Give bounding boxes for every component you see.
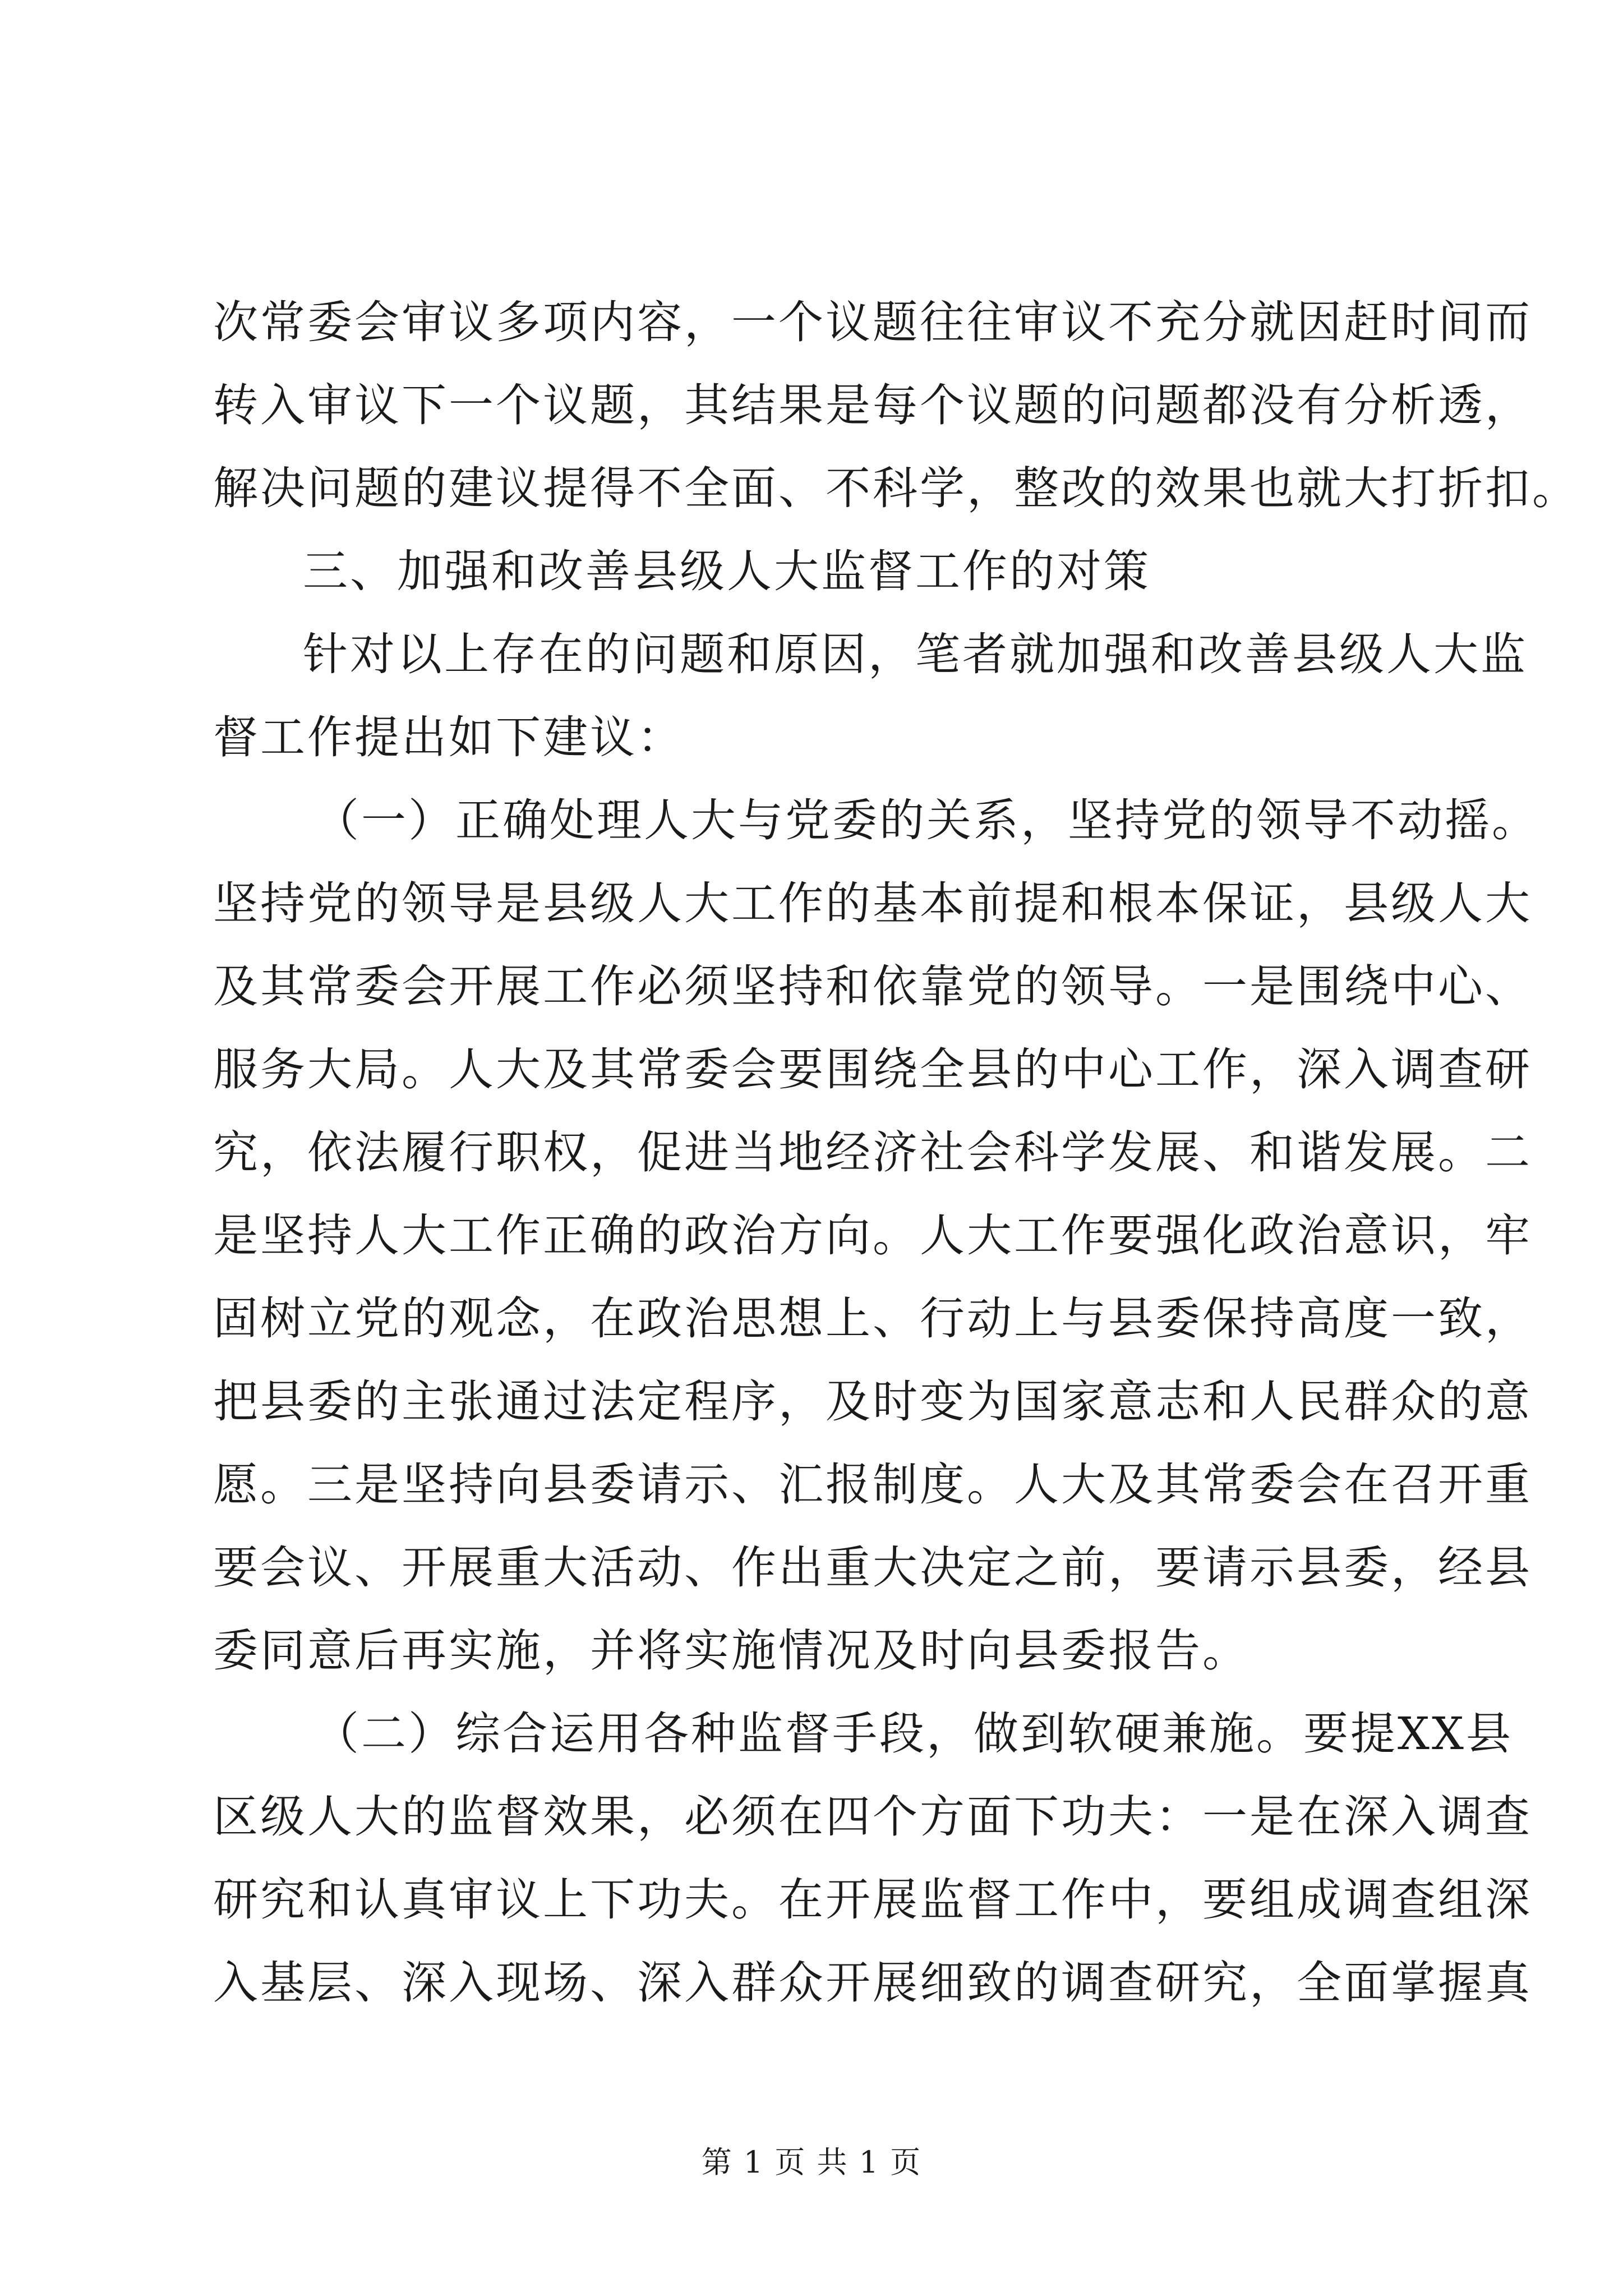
text-line: 究，依法履行职权，促进当地经济社会科学发展、和谐发展。二 bbox=[213, 1126, 1532, 1179]
subsection-heading: （一）正确处理人大与党委的关系，坚持党的领导不动摇。 bbox=[314, 794, 1539, 846]
text-line: 固树立党的观念，在政治思想上、行动上与县委保持高度一致， bbox=[213, 1292, 1532, 1345]
text-line: 入基层、深入现场、深入群众开展细致的调查研究，全面掌握真 bbox=[213, 1957, 1532, 2009]
text-line: 坚持党的领导是县级人大工作的基本前提和根本保证，县级人大 bbox=[213, 877, 1532, 930]
text-line: 委同意后再实施，并将实施情况及时向县委报告。 bbox=[213, 1625, 1249, 1677]
text-line: 是坚持人大工作正确的政治方向。人大工作要强化政治意识，牢 bbox=[213, 1209, 1532, 1262]
text-line: 转入审议下一个议题，其结果是每个议题的问题都没有分析透， bbox=[213, 379, 1532, 431]
text-line: 解决问题的建议提得不全面、不科学，整改的效果也就大打折扣。 bbox=[213, 462, 1579, 514]
text-line: 督工作提出如下建议： bbox=[213, 711, 684, 763]
text-line: 及其常委会开展工作必须坚持和依靠党的领导。一是围绕中心、 bbox=[213, 960, 1532, 1013]
text-line: 次常委会审议多项内容，一个议题往往审议不充分就因赶时间而 bbox=[213, 296, 1532, 348]
text-line: 把县委的主张通过法定程序，及时变为国家意志和人民群众的意 bbox=[213, 1375, 1532, 1428]
section-heading: 三、加强和改善县级人大监督工作的对策 bbox=[303, 545, 1151, 597]
text-line: 服务大局。人大及其常委会要围绕全县的中心工作，深入调查研 bbox=[213, 1043, 1532, 1096]
page-footer: 第 1 页 共 1 页 bbox=[701, 2145, 922, 2180]
text-line: 愿。三是坚持向县委请示、汇报制度。人大及其常委会在召开重 bbox=[213, 1458, 1532, 1511]
text-line: 要会议、开展重大活动、作出重大决定之前，要请示县委，经县 bbox=[213, 1542, 1532, 1594]
text-line: 区级人大的监督效果，必须在四个方面下功夫：一是在深入调查 bbox=[213, 1791, 1532, 1843]
text-line: 研究和认真审议上下功夫。在开展监督工作中，要组成调查组深 bbox=[213, 1874, 1532, 1926]
subsection-heading: （二）综合运用各种监督手段，做到软硬兼施。要提XX县 bbox=[314, 1708, 1513, 1760]
text-line: 针对以上存在的问题和原因，笔者就加强和改善县级人大监 bbox=[303, 628, 1528, 680]
